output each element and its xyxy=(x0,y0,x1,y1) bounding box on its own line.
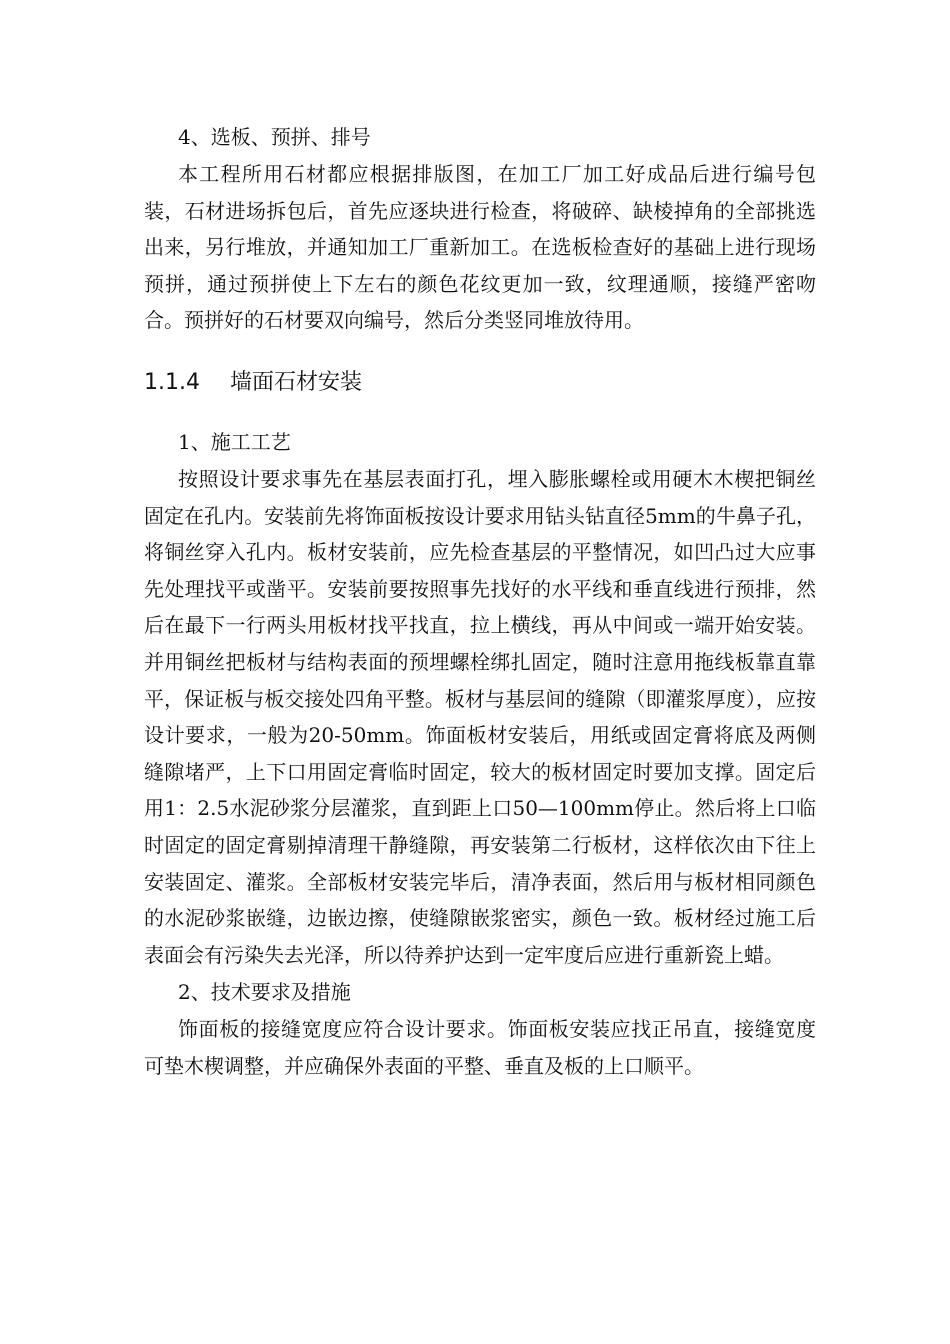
item-heading-technical-requirements: 2、技术要求及措施 xyxy=(178,980,351,1005)
paragraph-construction-process: 按照设计要求事先在基层表面打孔，埋入膨胀螺栓或用硬木木楔把铜丝固定在孔内。安装前先将饰面板按设计要求用钻头钻直径5mm的牛鼻子孔，将铜丝穿入孔内。板材安装前，应先检查基层的平整情况，如凹凸过大应事先处理找平或凿平。安装前要按照事先找好的水平线和垂直线进行预排，然后在最下一行两头用板材找平找直，拉上横线，再从中间或一端开始安装。并用铜丝把板材与结构表面的预埋螺栓绑扎固定，随时注意用拖线板靠直靠平，保证板与板交接处四角平整。板材与基层间的缝隙（即灌浆厚度），应按设计要求，一般为20-50mm。饰面板材安装后，用纸或固定膏将底及两侧缝隙堵严，上下口用固定膏临时固定，较大的板材固定时要加支撑。固定后用1：2.5水泥砂浆分层灌浆，直到距上口50—100mm停止。然后将上口临时固定的固定膏剔掉清理干静缝隙，再安装第二行板材，这样依次由下往上安装固定、灌浆。全部板材安装完毕后，清净表面，然后用与板材相同颜色的水泥砂浆嵌缝，边嵌边擦，使缝隙嵌浆密实，颜色一致。板材经过施工后表面会有污染失去光泽，所以待养护达到一定牢度后应进行重新瓷上蜡。 xyxy=(144,466,816,967)
item-heading-select-boards: 4、选板、预拼、排号 xyxy=(178,125,371,149)
section-number: 1.1.4 xyxy=(144,369,200,395)
item-heading-construction-process: 1、施工工艺 xyxy=(178,429,291,454)
paragraph-technical-requirements: 饰面板的接缝宽度应符合设计要求。饰面板安装应找正吊直，接缝宽度可垫木楔调整，并应确保外表面的平整、垂直及板的上口顺平。 xyxy=(144,1017,816,1078)
section-title: 墙面石材安装 xyxy=(230,369,363,395)
paragraph-select-boards: 本工程所用石材都应根据排版图，在加工厂加工好成品后进行编号包装，石材进场拆包后，首先应逐块进行检查，将破碎、缺棱掉角的全部挑选出来，另行堆放，并通知加工厂重新加工。在选板检查好的基础上进行现场预拼，通过预拼使上下左右的颜色花纹更加一致，纹理通顺，接缝严密吻合。预拼好的石材要双向编号，然后分类竖同堆放待用。 xyxy=(144,162,816,333)
document-body xyxy=(144,118,816,1084)
section-heading xyxy=(144,363,816,403)
